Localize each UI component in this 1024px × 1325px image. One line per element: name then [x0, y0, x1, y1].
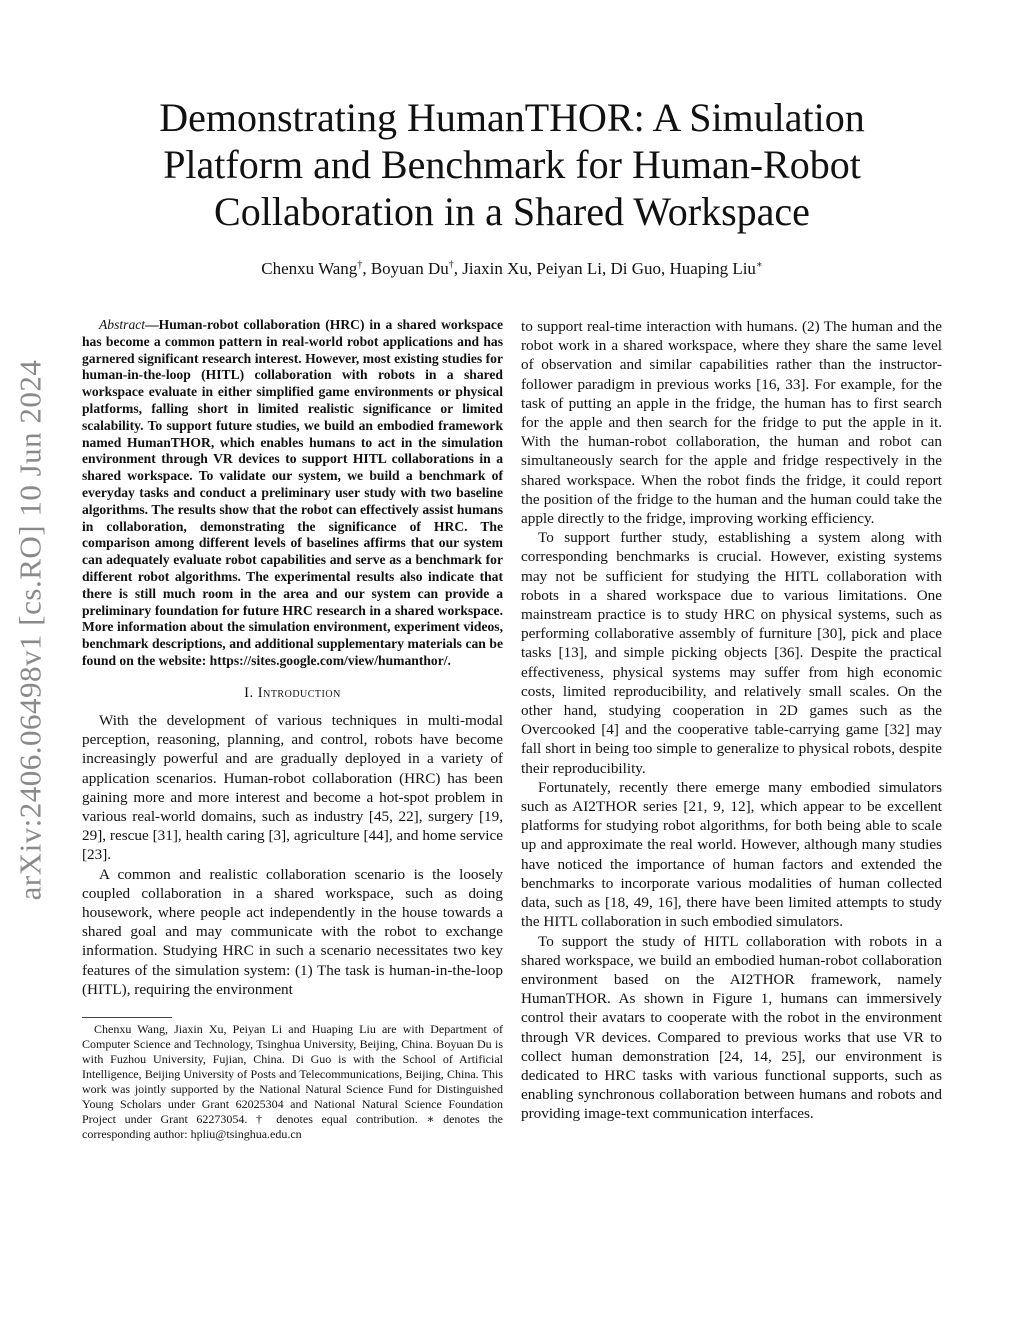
footnote-rule: [82, 1017, 172, 1018]
dagger-mark: †: [448, 259, 454, 271]
author-1: Chenxu Wang: [261, 259, 358, 278]
title-line-3: Collaboration in a Shared Workspace: [214, 189, 810, 234]
left-column: [82, 317, 503, 1142]
intro-paragraph-1: With the development of various techniques in multi-modal perception, reasoning, planning, and control, robots have become increasingly powerful and are gradually deployed in a variety of application scenarios. Human-robot collaboration (HRC) has been gaining more and more interest and become a hot-spot problem in various real-world domains, such as industry [45, 22], surgery [19, 29], rescue [31], health caring [3], agriculture [44], and home service [23].: [82, 711, 503, 864]
section-title: Introduction: [257, 684, 341, 701]
intro-paragraph-6: To support the study of HITL collaboration with robots in a shared workspace, we build an embodied human-robot collaboration environment based on the AI2THOR framework, namely HumanTHOR. As shown in Figure 1, humans can immersively control their avatars to cooperate with the robot in the environment through VR devices. Compared to previous works that use VR to collect human demonstration [24, 14, 25], our environment is dedicated to HRC tasks with various functional supports, such as enabling synchronous collaboration between humans and robots and providing image-text communication interfaces.: [521, 932, 942, 1123]
arxiv-watermark: [6, 300, 54, 960]
author-separator: ,: [453, 259, 463, 278]
intro-paragraph-5: Fortunately, recently there emerge many embodied simulators such as AI2THOR series [21, 9, 12], which appear to be excellent platforms for studying robot algorithms, for both being able to scale up and approximate the real world. However, although many studies have noticed the importance of human factors and extended the benchmarks to incorporate various modalities of human collected data, such as [18, 49, 16], there have been limited attempts to study the HITL collaboration in such embodied simulators.: [521, 778, 942, 931]
intro-paragraph-4: To support further study, establishing a system along with corresponding benchmarks is crucial. However, existing systems may not be sufficient for studying the HITL collaboration with robots in a shared workspace due to various limitations. One mainstream practice is to study HRC on physical systems, such as performing collaborative assembly of furniture [30], pick and place tasks [13], and simple picking objects [36]. Despite the practical effectiveness, physical systems may suffer from high economic costs, limited reproducibility, and relatively small scales. On the other hand, studying cooperation in 2D games such as the Overcooked [4] and the cooperative table-carrying game [32] may fall short in being too simple to generalize to physical robots, despite their reproducibility.: [521, 529, 942, 777]
intro-paragraph-3: to support real-time interaction with humans. (2) The human and the robot work in a shared workspace, where they share the same level of observation and similar capabilities rather than the instructor-follower paradigm in previous works [16, 33]. For example, for the task of putting an apple in the fridge, the human has to first search for the apple and then search for the fridge to put the apple in it. With the human-robot collaboration, the human and robot can simultaneously search for the apple and fridge respectively in the shared workspace. When the robot finds the fridge, it could report the position of the fridge to the human and the human could take the apple directly to the fridge, improving working efficiency.: [521, 318, 942, 528]
right-column: [521, 317, 942, 1124]
arxiv-identifier: arXiv:2406.06498v1 [cs.RO] 10 Jun 2024: [12, 359, 48, 901]
section-numeral: I.: [244, 684, 258, 701]
abstract-label: Abstract: [99, 317, 146, 332]
author-list: [100, 259, 924, 279]
author-separator: ,: [362, 259, 371, 278]
title-line-1: Demonstrating HumanTHOR: A Simulation: [159, 95, 865, 140]
corresponding-mark: ∗: [755, 259, 763, 271]
abstract-text: —Human-robot collaboration (HRC) in a shared workspace has become a common pattern in real-world robot applications and has garnered significant research interest. However, most existing studies for human-in-the-loop (HITL) collaboration with robots in a shared workspace evaluate in either simplified game environments or physical platforms, falling short in limited realistic significance or limited scalability. To support future studies, we build an embodied framework named HumanTHOR, which enables humans to act in the simulation environment through VR devices to support HITL collaborations in a shared workspace. To validate our system, we build a benchmark of everyday tasks and conduct a preliminary user study with two baseline algorithms. The results show that the robot can effectively assist humans in collaboration, demonstrating the significance of HRC. The comparison among different levels of baselines affirms that our system can adequately evaluate robot capabilities and serve as a benchmark for different robot algorithms. The experimental results also indicate that there is still much room in the area and our system can provide a preliminary foundation for future HRC research in a shared workspace. More information about the simulation environment, experiment videos, benchmark descriptions, and additional supplementary materials can be found on the website: https://sites.google.com/view/humanthor/.: [82, 317, 503, 668]
affiliation-footnote: Chenxu Wang, Jiaxin Xu, Peiyan Li and Huaping Liu are with Department of Computer Science and Technology, Tsinghua University, Beijing, China. Boyuan Du is with Fuzhou University, Fujian, China. Di Guo is with the School of Artificial Intelligence, Beijing University of Posts and Telecommunications, Beijing, China. This work was jointly supported by the National Natural Science Fund for Distinguished Young Scholars under Grant 62025304 and National Natural Science Foundation Project under Grant 62273054. † denotes equal contribution. ∗ denotes the corresponding author: hpliu@tsinghua.edu.cn: [82, 1021, 503, 1141]
abstract: [82, 317, 503, 670]
dagger-mark: †: [357, 259, 363, 271]
paper-title: [100, 94, 924, 235]
intro-paragraph-2: A common and realistic collaboration scenario is the loosely coupled collaboration in a shared workspace, such as doing housework, where people act independently in the house towards a shared goal and may communicate with the robot to exchange information. Studying HRC in such a scenario necessitates two key features of the simulation system: (1) The task is human-in-the-loop (HITL), requiring the environment: [82, 865, 503, 998]
author-2: Boyuan Du: [370, 259, 449, 278]
title-line-2: Platform and Benchmark for Human-Robot: [163, 142, 861, 187]
other-authors: Jiaxin Xu, Peiyan Li, Di Guo, Huaping Liu: [462, 259, 756, 278]
section-heading-introduction: [82, 684, 503, 703]
